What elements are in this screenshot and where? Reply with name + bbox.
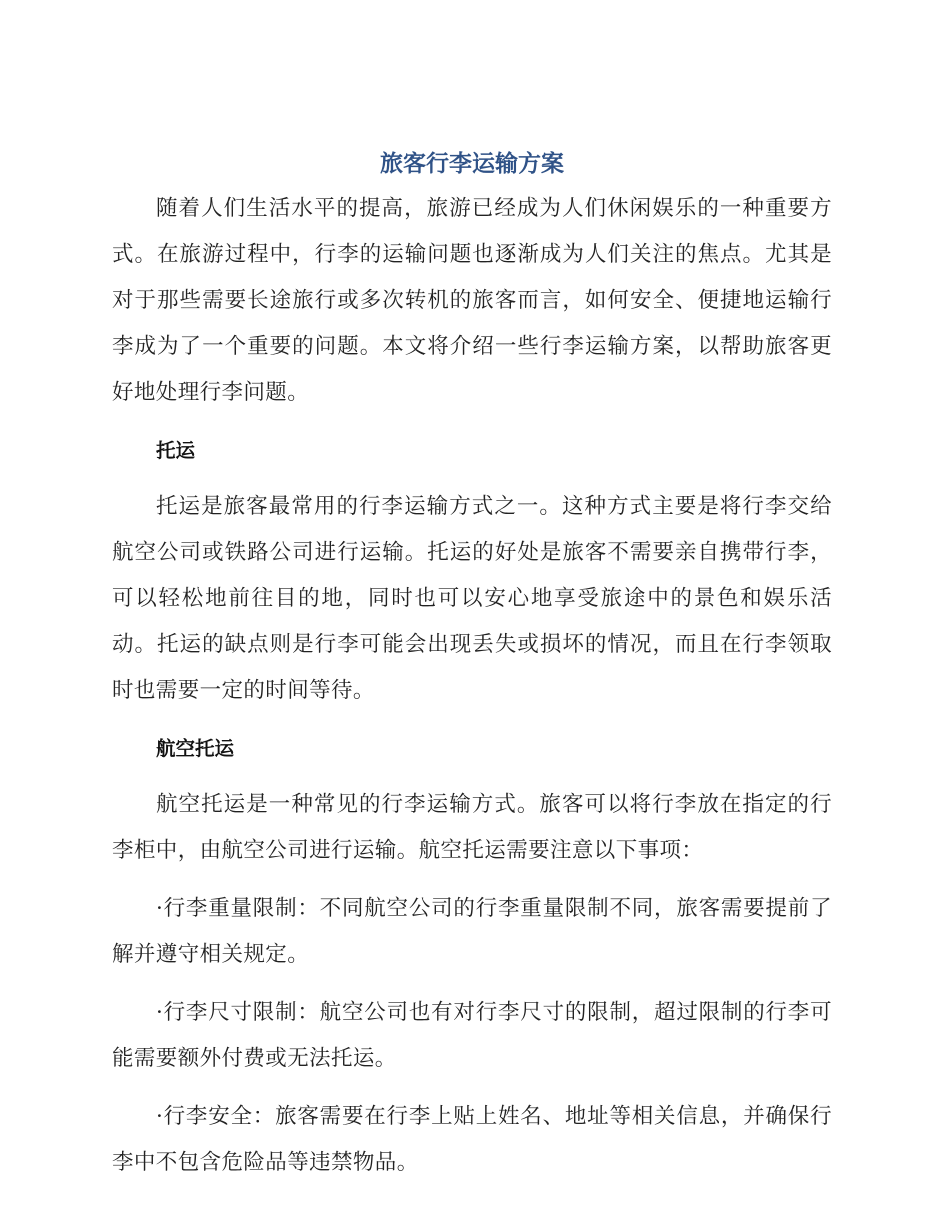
bullet-item-weight-limit: ·行李重量限制：不同航空公司的行李重量限制不同，旅客需要提前了解并遵守相关规定。	[112, 896, 832, 967]
bullet-item-baggage-safety: ·行李安全：旅客需要在行李上贴上姓名、地址等相关信息，并确保行李中不包含危险品等违禁物品。	[112, 1104, 832, 1175]
section-paragraph: 托运是旅客最常用的行李运输方式之一。这种方式主要是将行李交给航空公司或铁路公司进行运输。托运的好处是旅客不需要亲自携带行李，可以轻松地前往目的地，同时也可以安心地享受旅途中的景色和娱乐活动。托运的缺点则是行李可能会出现丢失或损坏的情况，而且在行李领取时也需要一定的时间等待。	[112, 494, 832, 703]
document-title: 旅客行李运输方案	[380, 151, 564, 177]
section-paragraph: 航空托运是一种常见的行李运输方式。旅客可以将行李放在指定的行李柜中，由航空公司进行运输。航空托运需要注意以下事项：	[112, 792, 832, 863]
section-heading-air-checked-baggage: 航空托运	[156, 737, 235, 760]
document-page	[112, 142, 832, 1186]
bullet-item-size-limit: ·行李尺寸限制：航空公司也有对行李尺寸的限制，超过限制的行李可能需要额外付费或无法托运。	[112, 1000, 832, 1071]
section-heading-checked-baggage: 托运	[156, 439, 196, 462]
intro-paragraph: 随着人们生活水平的提高，旅游已经成为人们休闲娱乐的一种重要方式。在旅游过程中，行李的运输问题也逐渐成为人们关注的焦点。尤其是对于那些需要长途旅行或多次转机的旅客而言，如何安全、便捷地运输行李成为了一个重要的问题。本文将介绍一些行李运输方案，以帮助旅客更好地处理行李问题。	[112, 196, 832, 405]
